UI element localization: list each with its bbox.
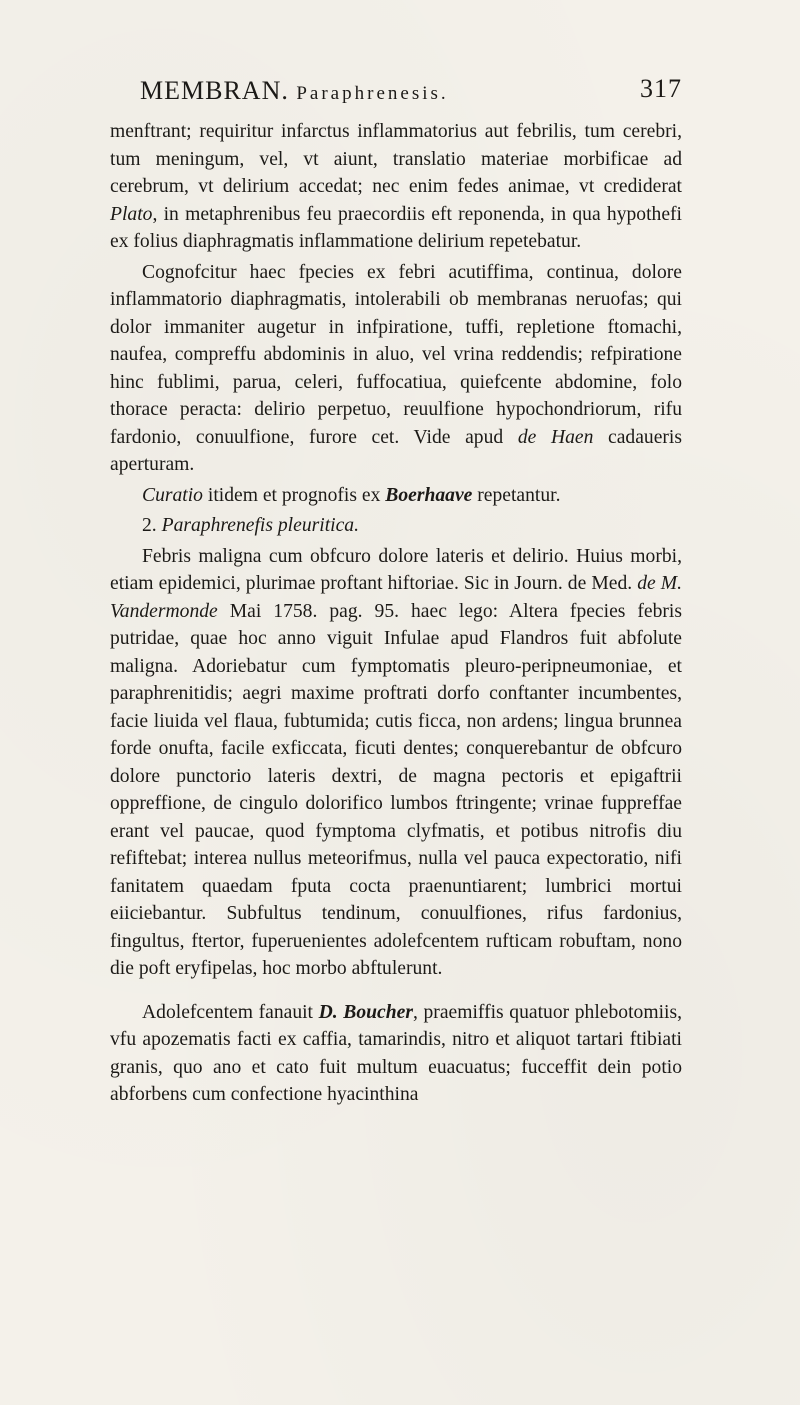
paragraph-text: cadaueris aperturam. (110, 426, 682, 475)
paragraph-text: Cognofcitur haec fpecies ex febri acutiffima, continua, dolore inflammatorio diaphragmatis, intolerabili ob membranas neruofas; qui dolor immaniter augetur in infpiratione, tuffi, repletione ftomachi, naufea, compreffu abdominis in aluo, vel vrina reddendis; refpiratione hinc fublimi, parua, celeri, fuffocatiua, quiefcente abdomine, folo thorace peracta: delirio perpetuo, reuulfione hypochondriorum, rifu fardonio, conuulfione, furore cet. Vide apud (110, 261, 682, 448)
paragraph-text: , in metaphrenibus feu praecordiis eft reponenda, in qua hypothefi ex folius diaphragmatis inflammatione delirium repetebatur. (110, 203, 682, 252)
author-name-de-haen: de Haen (517, 426, 594, 448)
paragraph-text: , praemiffis quatuor phlebotomiis, vfu apozematis facti ex caffia, tamarindis, nitro et aliquot tartari ftibiati granis, quo ano et cato fuit multum euacuatus; fucceffit dein potio abforbens cum confectione hyacinthina (110, 1001, 682, 1105)
author-name-plato: Plato (110, 203, 153, 225)
section-heading (110, 512, 682, 540)
paragraph-text: Febris maligna cum obfcuro dolore lateris et delirio. Huius morbi, etiam epidemici, plurimae proftant hiftoriae. Sic in Journ. de Med. (110, 545, 682, 594)
paragraph-text: menftrant; requiritur infarctus inflammatorius aut febrilis, tum cerebri, tum meningum, vel, vt aiunt, translatio materiae morbificae ad cerebrum, vt delirium accedat; nec enim fedes animae, vt crediderat (110, 121, 682, 197)
running-head-smallcaps: Paraphrenesis. (296, 83, 449, 104)
paragraph-text: Adolefcentem fanauit (142, 1001, 313, 1023)
author-name-vandermonde: de M. Vandermonde (110, 573, 682, 622)
curatio-label: Curatio (142, 484, 203, 506)
section-title: Paraphrenefis pleuritica. (161, 515, 359, 536)
body-text (110, 118, 682, 1109)
paragraph-boucher (110, 999, 682, 1109)
running-head-caps: MEMBRAN. (140, 76, 289, 105)
running-head-title (140, 76, 449, 106)
page-number: 317 (640, 74, 682, 103)
author-name-boucher: D. Boucher (318, 1001, 413, 1023)
paragraph-symptoms (110, 259, 682, 479)
running-head (140, 70, 682, 110)
paragraph-continuation (110, 118, 682, 256)
author-name-boerhaave: Boerhaave (385, 484, 473, 506)
section-number: 2. (142, 515, 157, 536)
paragraph-text: Mai 1758. pag. 95. haec lego: Altera fpecies febris putridae, quae hoc anno viguit Infulae apud Flandros fuit abfolute maligna. Adoriebatur cum fymptomatis pleuro-peripneumoniae, et paraphrenitidis; aegri maxime proftrati dorfo conftanter incumbentes, facie liuida vel flaua, fubtumida; cutis ficca, non ardens; lingua brunnea forde onufta, facile exficcata, ficuti dentes; conquerebantur de obfcuro dolore punctorio lateris dextri, de magna pectoris et epigaftrii oppreffione, de cingulo dolorifico lumbos ftringente; vrinae fuppreffae erant vel paucae, quod fymptoma clyfmatis, et potibus nitrofis diu refiftebat; interea nullus meteorifmus, nulla vel pauca expectoratio, nifi fanitatem quaedam fputa cocta praenuntiarent; lumbrici mortui eiiciebantur. Subfultus tendinum, conuulfiones, rifus fardonius, fingultus, ftertor, fuperuenientes adolefcentem rufticam robuftam, nono die poft eryfipelas, hoc morbo abftulerunt. (110, 600, 682, 979)
paragraph-text: itidem et prognofis ex (202, 484, 386, 506)
paragraph-text: repetantur. (472, 484, 561, 506)
paragraph-curatio (110, 482, 682, 510)
paragraph-febris (110, 543, 682, 983)
